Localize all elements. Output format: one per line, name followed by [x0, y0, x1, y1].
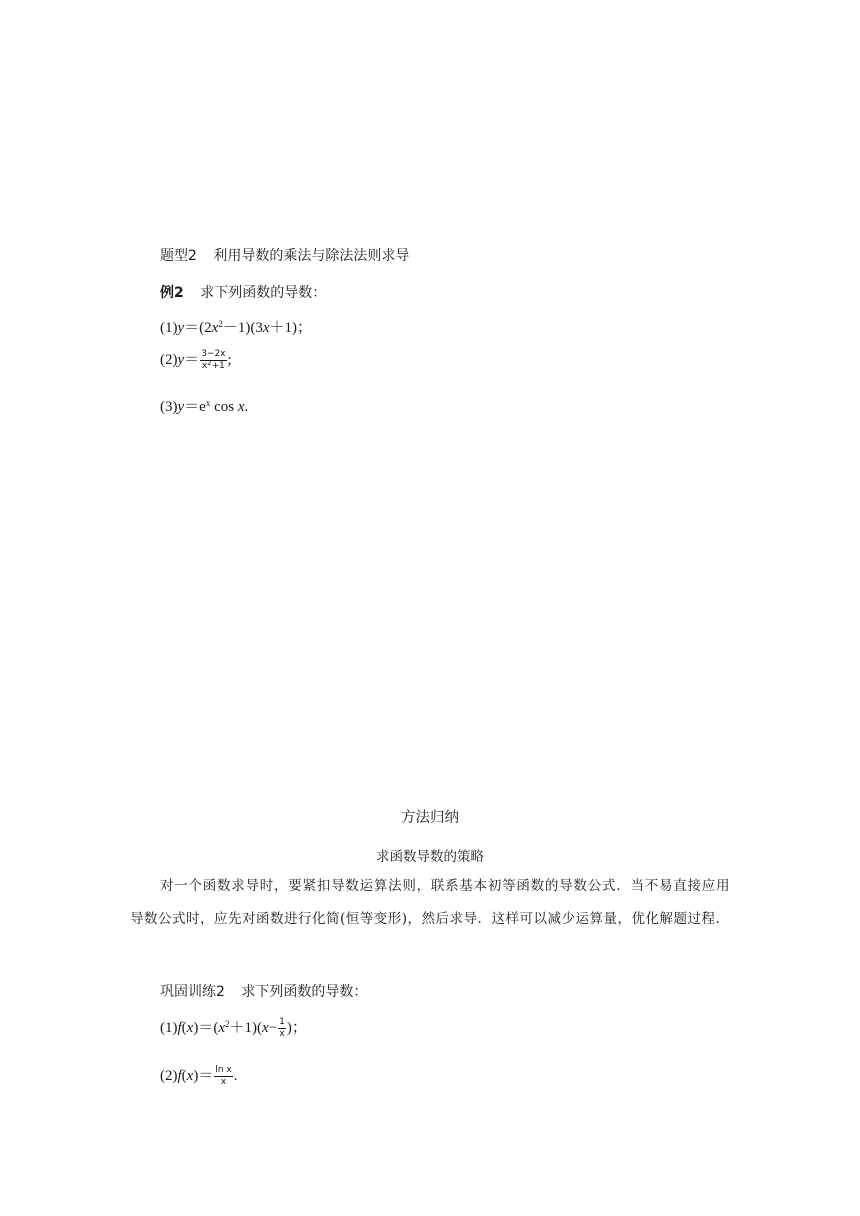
fraction [278, 1018, 286, 1039]
fraction-denominator: x [279, 1029, 285, 1040]
example-heading [160, 282, 326, 302]
math-text: )＝( [193, 1020, 219, 1036]
math-var: y [177, 352, 185, 368]
math-var: x [262, 320, 270, 336]
math-text: cos [210, 399, 238, 415]
method-paragraph: 对一个函数求导时，要紧扣导数运算法则，联系基本初等函数的导数公式．当不易直接应用导数公式时，应先对函数进行化简(恒等变形)，然后求导．这样可以减少运算量，优化解题过程． [130, 878, 730, 927]
math-text: ( [181, 1020, 187, 1036]
method-subheading: 求函数导数的策略 [376, 849, 484, 865]
math-var: f [177, 1020, 182, 1036]
fraction [200, 350, 226, 371]
math-text: . [233, 1068, 238, 1084]
fraction-denominator [200, 361, 226, 371]
fraction-numerator: ln x [215, 1065, 232, 1076]
item-label: (2) [160, 1068, 178, 1084]
math-text: +1 [211, 361, 225, 372]
math-text: ＋1)( [229, 1020, 263, 1036]
math-var: f [177, 1068, 182, 1084]
practice-item-2 [160, 1064, 238, 1087]
item-label: (3) [160, 399, 178, 415]
math-var: x [201, 361, 208, 372]
math-var: y [177, 320, 185, 336]
section-number: 题型2 [160, 248, 197, 264]
math-var: x [186, 1068, 194, 1084]
method-heading: 方法归纳 [401, 810, 459, 826]
math-var: x [262, 1020, 269, 1036]
math-exponent: 2 [225, 1019, 230, 1029]
example-label: 例2 [160, 285, 184, 301]
math-text: − [268, 1020, 278, 1036]
math-exponent: x [205, 398, 211, 408]
math-var: y [177, 399, 185, 415]
practice-heading [160, 981, 367, 1001]
math-text: ＝e [184, 399, 206, 415]
math-text: )； [286, 1020, 307, 1036]
item-label: (1) [160, 320, 178, 336]
section-title [160, 245, 409, 265]
math-var: x [211, 320, 219, 336]
math-text: －1)(3 [222, 320, 263, 336]
item-label: (2) [160, 352, 178, 368]
practice-item-1 [160, 1016, 307, 1039]
math-text: ＝ [184, 352, 200, 368]
math-text: ( [181, 1068, 187, 1084]
math-text: . [244, 399, 249, 415]
math-var: x [237, 399, 245, 415]
example-item-1 [160, 316, 312, 337]
fraction-numerator: 3−2x [201, 349, 226, 360]
math-exponent: 2 [207, 359, 212, 368]
math-text: ; [227, 352, 232, 368]
section-title-text: 利用导数的乘法与除法法则求导 [213, 248, 410, 264]
practice-instruction: 求下列函数的导数： [241, 984, 368, 1000]
math-var: x [218, 1020, 226, 1036]
fraction-denominator: x [220, 1077, 227, 1088]
math-exponent: 2 [218, 319, 223, 329]
math-text: )＝ [193, 1068, 214, 1084]
fraction [214, 1066, 232, 1087]
math-var: x [186, 1020, 194, 1036]
example-item-2 [160, 348, 232, 371]
item-label: (1) [160, 1020, 178, 1036]
example-item-3 [160, 395, 248, 416]
example-instruction: 求下列函数的导数： [200, 285, 327, 301]
math-text: ＋1)； [269, 320, 313, 336]
math-text: ＝(2 [184, 320, 212, 336]
practice-label: 巩固训练2 [160, 984, 225, 1000]
fraction-numerator: 1 [279, 1017, 285, 1028]
